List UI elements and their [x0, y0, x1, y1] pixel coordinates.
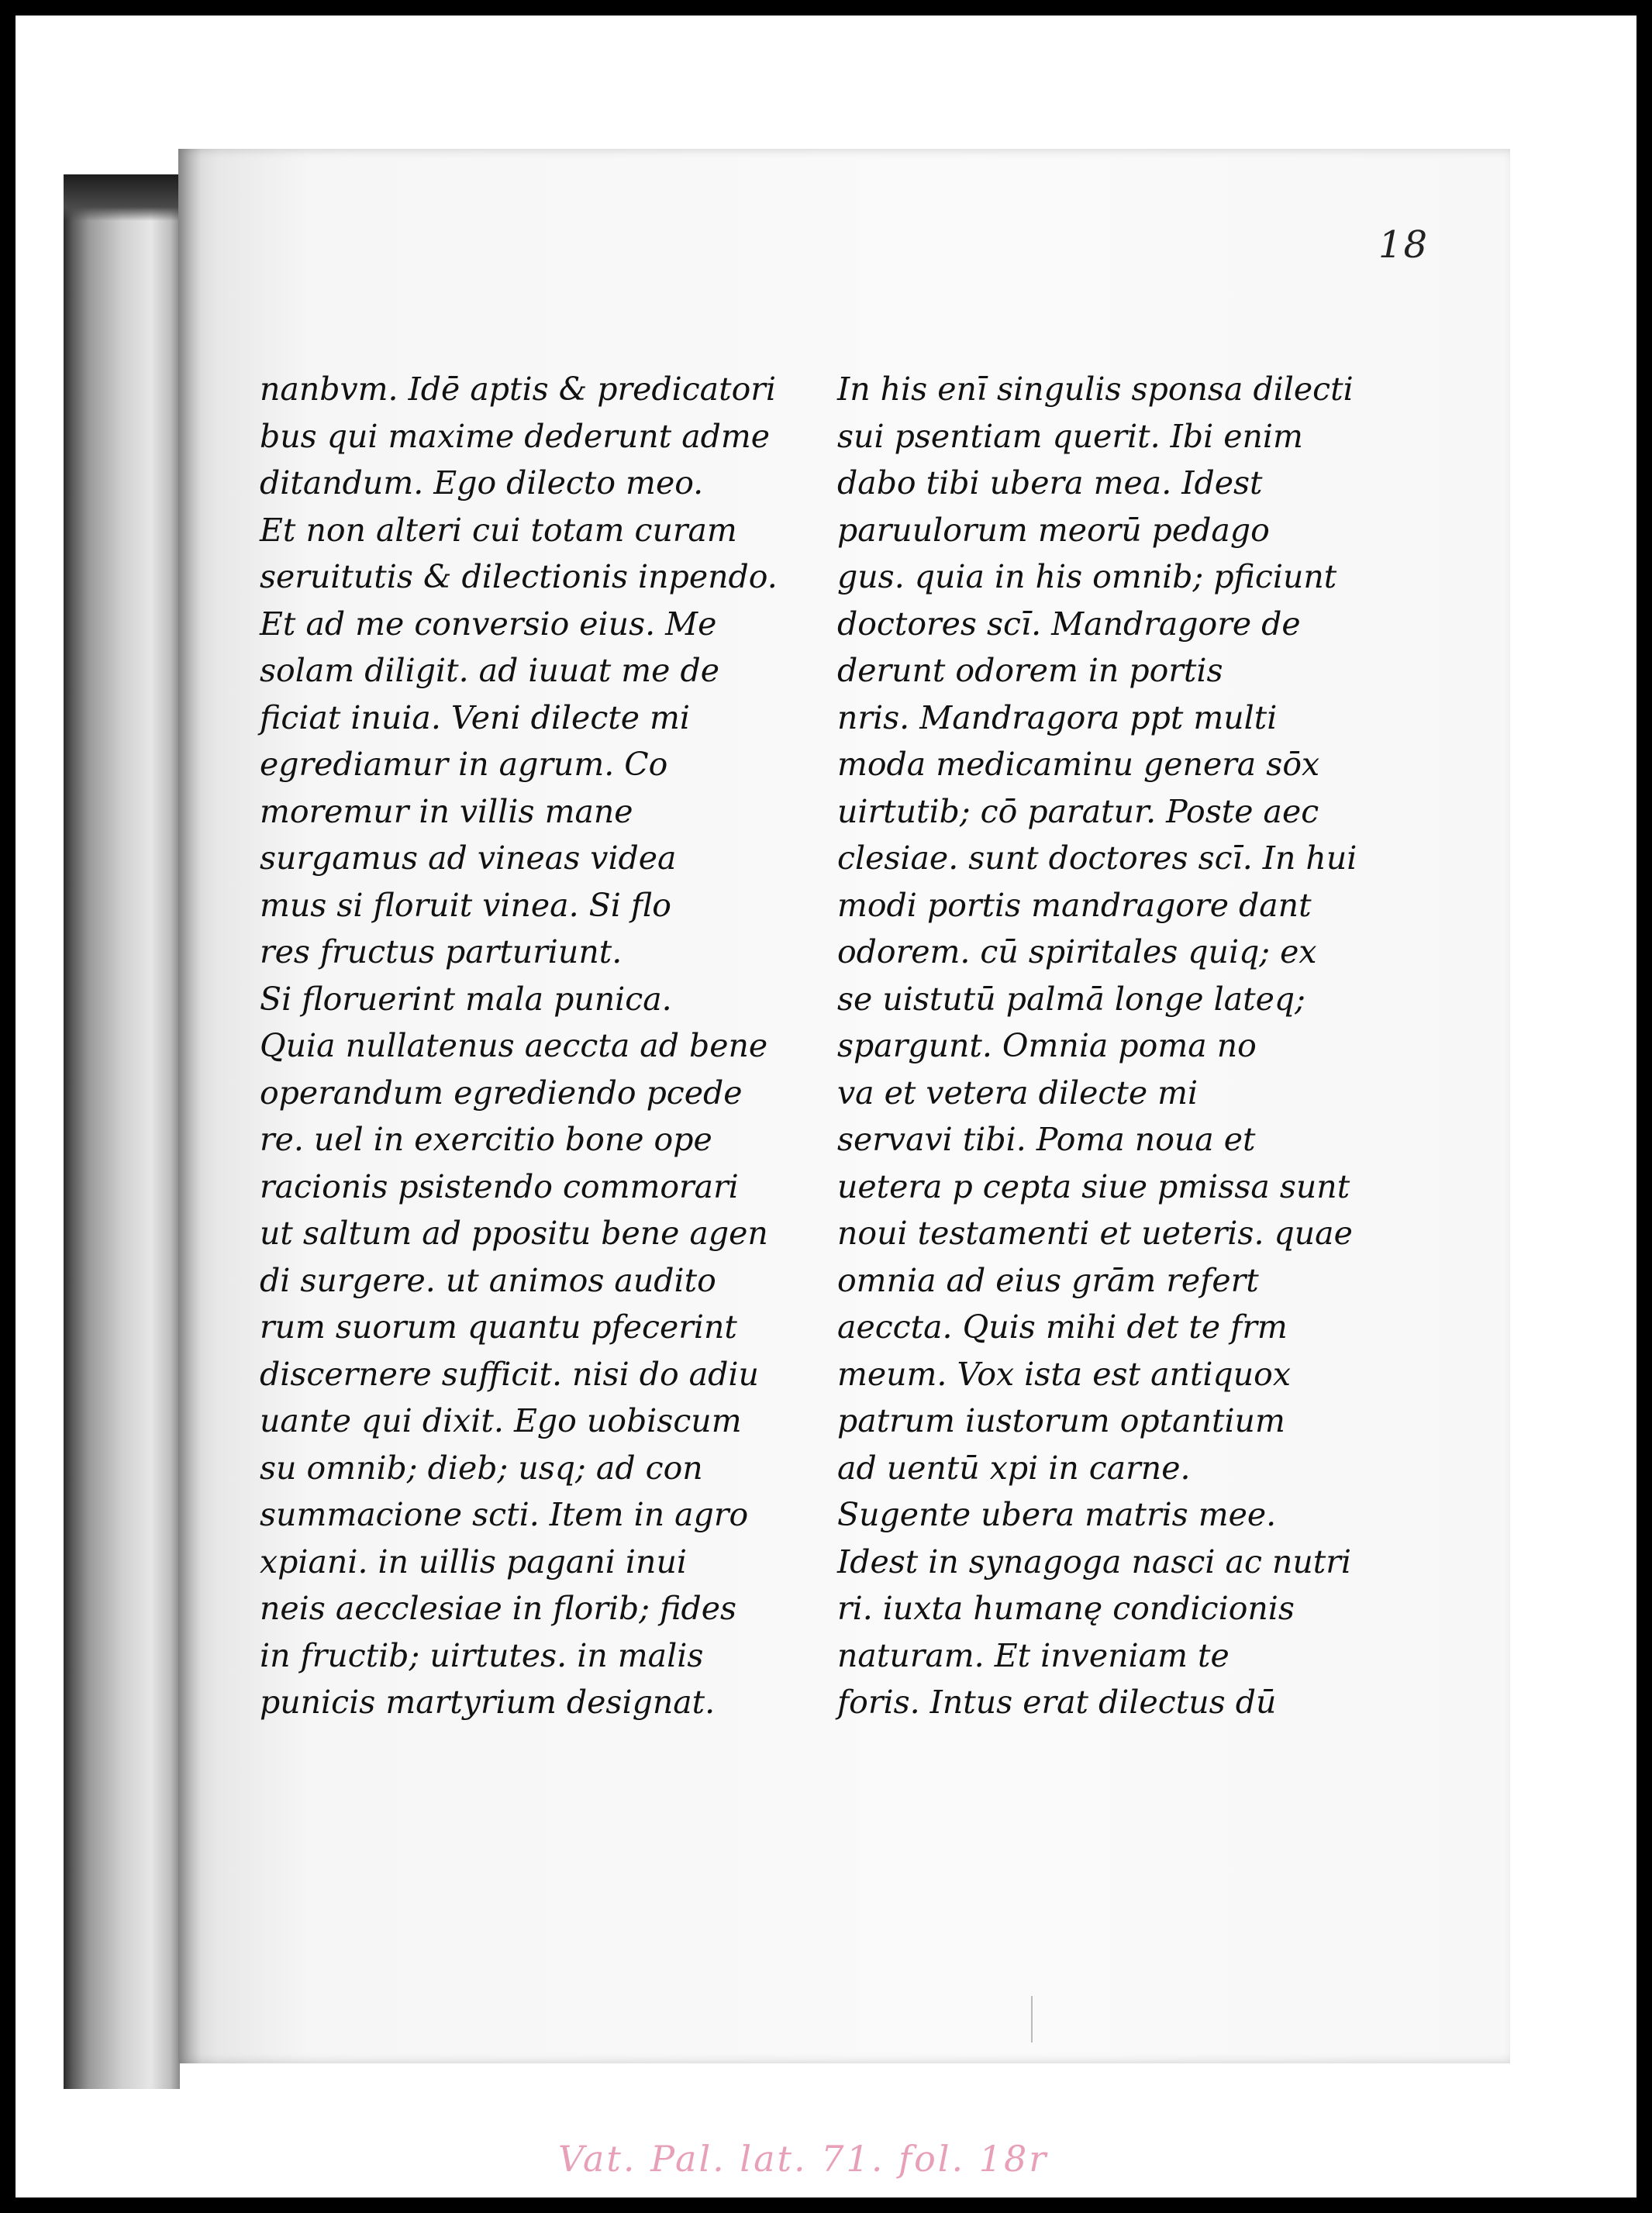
page-crease	[1031, 1996, 1033, 2042]
catalog-annotation: Vat. Pal. lat. 71. fol. 18r	[558, 2138, 1049, 2180]
text-line: sui psentiam querit. Ibi enim	[837, 417, 1303, 455]
text-line: summacione scti. Item in agro	[260, 1496, 749, 1533]
text-line: ditandum. Ego dilecto meo.	[260, 464, 704, 502]
text-line: racionis psistendo commorari	[260, 1167, 739, 1205]
text-line: doctores scī. Mandragore de	[837, 605, 1301, 643]
right-text-column	[837, 366, 1426, 1726]
text-line: moda medicaminu genera sōx	[837, 746, 1320, 783]
text-line: foris. Intus erat dilectus dū	[837, 1684, 1277, 1721]
text-line: egrediamur in agrum. Co	[260, 746, 668, 783]
text-line: xpiani. in uillis pagani inui	[260, 1543, 687, 1580]
text-line: dabo tibi ubera mea. Idest	[837, 464, 1263, 502]
text-line: Quia nullatenus aeccta ad bene	[260, 1027, 768, 1064]
text-line: neis aecclesiae in florib; fides	[260, 1590, 737, 1627]
text-line: clesiae. sunt doctores scī. In hui	[837, 839, 1357, 877]
text-line: ficiat inuia. Veni dilecte mi	[260, 698, 691, 736]
text-line: naturam. Et inveniam te	[837, 1636, 1230, 1674]
text-line: modi portis mandragore dant	[837, 886, 1312, 924]
text-line: su omnib; dieb; usq; ad con	[260, 1449, 703, 1487]
text-line: Et ad me conversio eius. Me	[260, 605, 717, 643]
left-text-column	[260, 366, 818, 1726]
text-line: va et vetera dilecte mi	[837, 1074, 1198, 1112]
text-line: Sugente ubera matris mee.	[837, 1496, 1277, 1533]
text-line: bus qui maxime dederunt adme	[260, 417, 771, 455]
text-line: gus. quia in his omnib; pficiunt	[837, 558, 1337, 595]
binding-shadow	[64, 174, 184, 221]
text-line: rum suorum quantu pfecerint	[260, 1308, 737, 1346]
text-line: In his enī singulis sponsa dilecti	[837, 371, 1354, 408]
text-line: ut saltum ad ppositu bene agen	[260, 1215, 768, 1252]
text-line: noui testamenti et ueteris. quae	[837, 1215, 1353, 1252]
text-line: patrum iustorum optantium	[837, 1402, 1285, 1439]
text-line: seruitutis & dilectionis inpendo.	[260, 558, 778, 595]
text-line: solam diligit. ad iuuat me de	[260, 652, 719, 689]
text-line: in fructib; uirtutes. in malis	[260, 1636, 704, 1674]
book-binding-spine	[64, 174, 180, 2089]
text-line: derunt odorem in portis	[837, 652, 1223, 689]
text-line: aeccta. Quis mihi det te frm	[837, 1308, 1288, 1346]
text-line: omnia ad eius grām refert	[837, 1261, 1259, 1299]
photograph-frame	[14, 14, 1638, 2199]
text-line: punicis martyrium designat.	[260, 1684, 716, 1721]
text-line: se uistutū palmā longe lateq;	[837, 980, 1305, 1018]
folio-number: 18	[1378, 223, 1430, 267]
text-line: moremur in villis mane	[260, 792, 633, 830]
text-line: ri. iuxta humanę condicionis	[837, 1590, 1295, 1627]
text-line: nanbvm. Idē aptis & predicatori	[260, 371, 776, 408]
text-line: spargunt. Omnia poma no	[837, 1027, 1257, 1064]
text-line: Et non alteri cui totam curam	[260, 511, 737, 549]
text-line: di surgere. ut animos audito	[260, 1261, 716, 1299]
text-line: operandum egrediendo pcede	[260, 1074, 743, 1112]
text-line: res fructus parturiunt.	[260, 933, 623, 970]
text-line: odorem. cū spiritales quiq; ex	[837, 933, 1317, 970]
text-line: uirtutib; cō paratur. Poste aec	[837, 792, 1319, 830]
text-line: servavi tibi. Poma noua et	[837, 1121, 1256, 1158]
text-line: re. uel in exercitio bone ope	[260, 1121, 712, 1158]
text-line: discernere sufficit. nisi do adiu	[260, 1355, 759, 1393]
text-line: meum. Vox ista est antiquox	[837, 1355, 1291, 1393]
text-line: mus si floruit vinea. Si flo	[260, 886, 671, 924]
text-line: nris. Mandragora ppt multi	[837, 698, 1278, 736]
text-line: surgamus ad vineas videa	[260, 839, 677, 877]
page-gutter-shadow	[178, 149, 202, 2063]
text-line: uante qui dixit. Ego uobiscum	[260, 1402, 742, 1439]
text-line: uetera p cepta siue pmissa sunt	[837, 1167, 1350, 1205]
text-line: Si floruerint mala punica.	[260, 980, 672, 1018]
text-line: ad uentū xpi in carne.	[837, 1449, 1191, 1487]
text-line: Idest in synagoga nasci ac nutri	[837, 1543, 1351, 1580]
text-line: paruulorum meorū pedago	[837, 511, 1270, 549]
